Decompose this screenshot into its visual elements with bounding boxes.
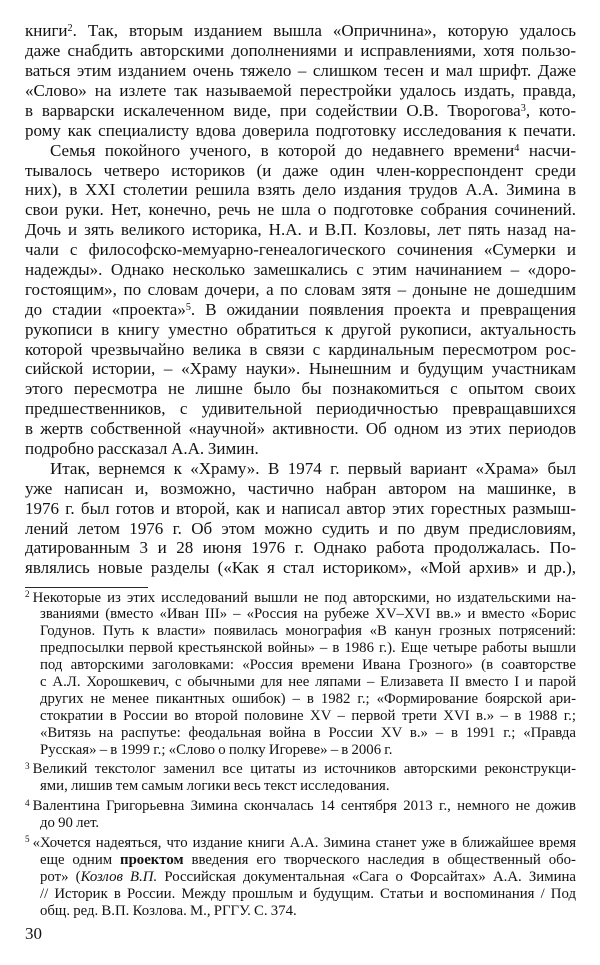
text-line (25, 141, 576, 161)
footnote (25, 590, 576, 759)
text-line: уже написан и, возможно, частично набран автором на машинке, в (25, 478, 576, 498)
text-line: подробно рассказал А.А. Зимин. (25, 439, 259, 458)
footnote-line: под авторскими заголовками: «Россия времени Ивана Грозного» (в соавторстве (40, 657, 576, 674)
text-line: Итак, вернемся к «Храму». В 1974 г. первый вариант «Храма» был (50, 458, 576, 478)
text-segment: «Хочется надеяться, что издание книги А.А. Зимина станет уже в ближайшее время (32, 834, 576, 851)
text-line (25, 21, 576, 41)
text-line: рому как специалисту вдова доверила подготовку исследования к печати. (25, 120, 576, 140)
text-line: которой чрезвычайно велика в связи с кардинальным пересмотром рос- (25, 339, 576, 359)
text-line (25, 300, 576, 320)
text-segment: Великий текстолог заменил все цитаты из источников авторскими реконструкци- (32, 761, 576, 778)
footnote-line: званиями (вместо «Иван III» – «Россия на рубеже XV–XVI вв.» и вместо «Борис (40, 606, 576, 623)
paragraph (25, 21, 576, 140)
text-segment: рот» ( (40, 868, 81, 885)
footnote-line: с А.Л. Хорошкевич, с обычными для нее ляпами – Елизавета II вместо I и парой (40, 673, 576, 690)
footnote (25, 835, 576, 919)
footnote-marker: 2 (25, 588, 30, 599)
text-line: надежды». Однако несколько замешкались с этим начинанием – «доро- (25, 259, 576, 279)
body-text (25, 21, 576, 578)
footnote-reference: 4 (514, 142, 520, 154)
text-line: лений летом 1976 г. Об этом можно судить и по двум предисловиям, (25, 518, 576, 538)
text-line: тывалось четверо историков (и даже один член-корреспондент среди (25, 160, 576, 180)
text-segment: Российская документальная «Сага о Форсайтах» А.А. Зимина (157, 868, 576, 885)
footnote (25, 798, 576, 832)
text-line: датированным 3 и 28 июня 1976 г. Однако работа продолжалась. По- (25, 538, 576, 558)
text-line: предшественников, с удивительной периодичностью превращавшихся (25, 399, 576, 419)
footnote-line: предпосылки первой крестьянской войны» – в 1986 г.). Еще четыре работы вышли (40, 640, 576, 657)
footnote-line: «Витязь на распутье: феодальная война в России XV в.» – в 1991 г.; «Правда (40, 724, 576, 741)
footnote-reference: 3 (520, 102, 526, 114)
text-line: 1976 г. был готов и второй, как и написал автор этих горестных размыш- (25, 498, 576, 518)
text-line: даже снабдить авторскими дополнениями и исправлениями, хотя пользо- (25, 41, 576, 61)
footnote-line (25, 852, 576, 869)
text-line: Дочь и зять великого историка, Н.А. и В.П. Козловы, лет пять назад на- (25, 220, 576, 240)
text-line: них), в XXI столетии решила взять дело издания трудов А.А. Зимина в (25, 180, 576, 200)
text-segment: до стадии «проекта» (25, 299, 186, 319)
text-segment: . В ожидании появления проекта и превращения (190, 299, 576, 319)
text-segment: насчи- (519, 140, 576, 160)
page-number: 30 (25, 924, 42, 944)
footnotes (25, 590, 576, 920)
footnote-line: общ. ред. В.П. Козлова. М., РГГУ. С. 374. (40, 902, 297, 919)
text-line (25, 101, 576, 121)
footnote-reference: 5 (185, 301, 191, 313)
text-segment: . Так, вторым изданием вышла «Опричнина», которую удалось (72, 21, 576, 41)
text-segment: Валентина Григорьевна Зимина скончалась 14 сентября 2013 г., немного не дожив (32, 798, 576, 815)
text-segment: введения его творческого наследия в общественный обо- (183, 851, 576, 868)
paragraph (25, 459, 576, 578)
footnote-reference: 2 (67, 23, 73, 35)
paragraph (25, 141, 576, 459)
text-line: рукописи в книгу уместно обратиться к другой рукописи, актуальность (25, 319, 576, 339)
footnote-marker: 5 (25, 834, 30, 845)
emphasized-term: проектом (120, 851, 184, 868)
text-line: ваться этим изданием очень тяжело – слишком тесен и мал шрифт. Даже (25, 61, 576, 81)
footnote-separator-rule (25, 587, 148, 588)
text-line: являлись новые разделы («Как я стал историком», «Мой архив» и др.), (25, 558, 576, 578)
footnote-line (25, 798, 576, 815)
text-line: свои руки. Нет, конечно, речь не шла о подготовке собрания сочинений. (25, 200, 576, 220)
footnote (25, 761, 576, 795)
text-line: чали с философско-мемуарно-генеалогического сочинения «Сумерки и (25, 240, 576, 260)
footnote-marker: 4 (25, 797, 30, 808)
text-line: гостоящим», по словам дочери, а по словам зятя – доныне не дошедшим (25, 279, 576, 299)
text-segment: еще одним (40, 851, 121, 868)
text-segment: Семья покойного ученого, в которой до недавнего времени (50, 140, 515, 160)
footnote-line: стократии в России во второй половине XV – первой трети XVI в.» – в 1988 г.; (40, 707, 576, 724)
footnote-line: // Историк в России. Между прошлым и будущим. Статьи и воспоминания / Под (40, 885, 576, 902)
footnote-line (25, 869, 576, 886)
text-line: этого пересмотра не лишне было бы познакомиться с опытом своих (25, 379, 576, 399)
text-line: в жертв собственной «научной» активности. Об одном из этих периодов (25, 419, 576, 439)
text-line: «Слово» на излете так называемой перестройки удалось издать, правда, (25, 80, 576, 100)
footnote-line: других не менее пикантных ошибок) – в 1982 г.; «Формирование боярской ари- (40, 690, 576, 707)
footnote-line (25, 590, 576, 607)
cited-author: Козлов В.П. (80, 868, 158, 885)
footnote-line (25, 761, 576, 778)
footnote-line: ями, лишив тем самым логики весь текст исследования. (40, 778, 390, 795)
text-segment: , кото- (525, 100, 576, 120)
footnote-line: Годунов. Путь к власти» появилась монография «В канун грозных потрясений: (40, 623, 576, 640)
text-segment: Некоторые из этих исследований вышли не под авторскими, но издательскими на- (32, 589, 576, 606)
footnote-marker: 3 (25, 760, 30, 771)
footnote-line: до 90 лет. (40, 815, 100, 832)
text-segment: в варварски искалеченном виде, при содействии О.В. Творогова (25, 100, 521, 120)
footnote-line: Русская» – в 1999 г.; «Слово о полку Игореве» – в 2006 г. (40, 741, 393, 758)
text-segment: книги (25, 21, 68, 41)
footnote-line (25, 835, 576, 852)
text-line: сийской истории, – «Храму науки». Нынешним и будущим участникам (25, 359, 576, 379)
